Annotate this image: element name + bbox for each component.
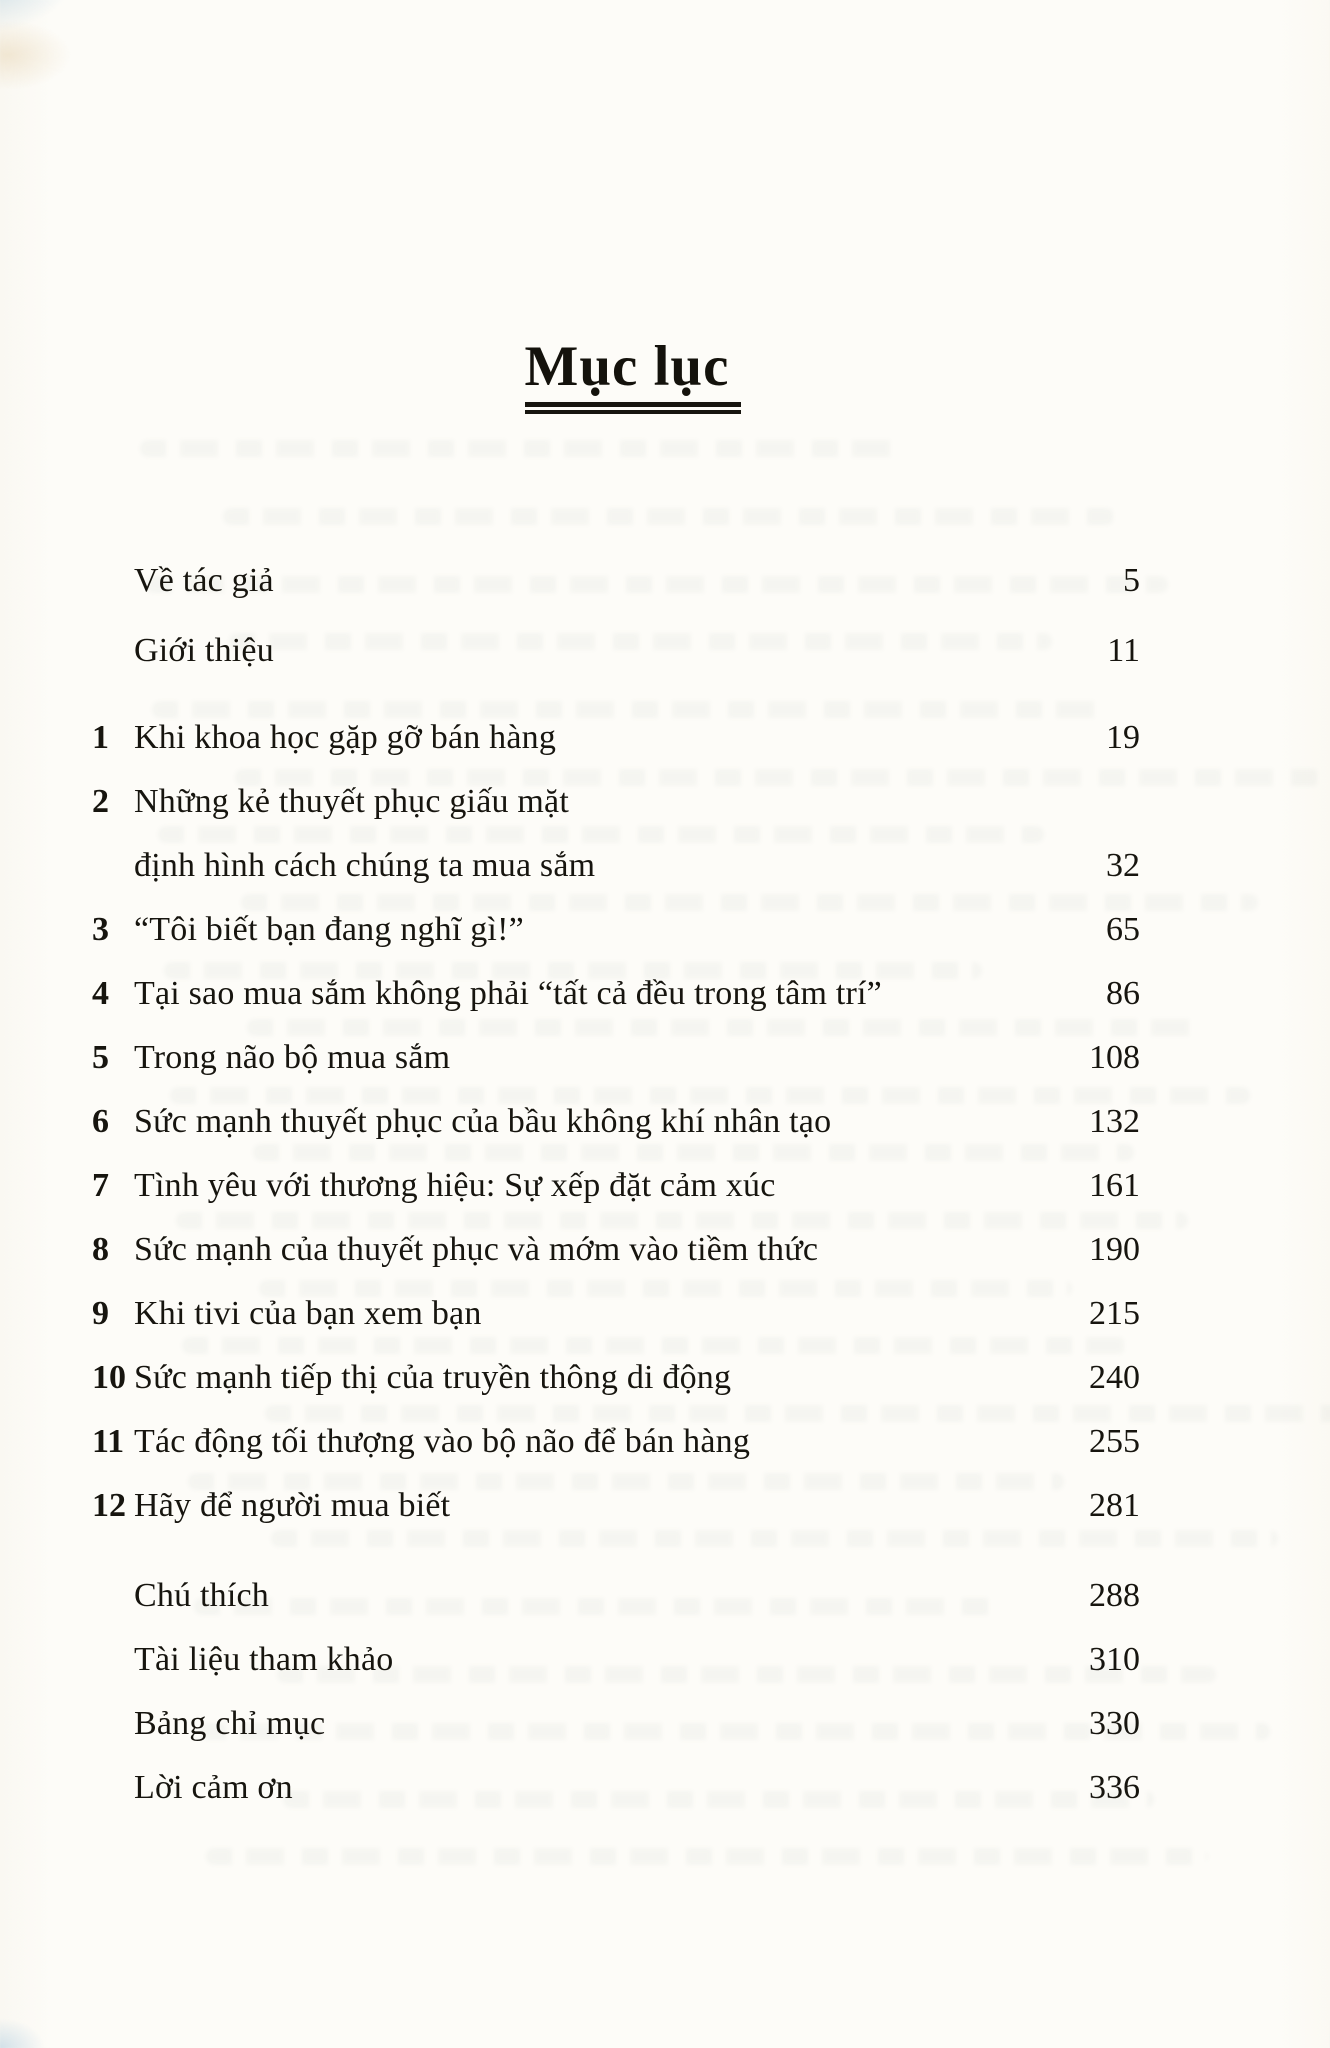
entry-page-number: 108 [1089,1039,1140,1076]
toc-entry [92,1346,1140,1410]
entry-title: Tại sao mua sắm không phải “tất cả đều trong tâm trí” [134,975,882,1012]
page-title-block [524,335,730,414]
entry-title: Giới thiệu [134,632,274,669]
toc-back-matter [92,1564,1140,1820]
entry-title: Lời cảm ơn [134,1769,293,1806]
toc-entry [92,1090,1140,1154]
entry-title: Chú thích [134,1577,269,1614]
toc-entry [92,1628,1140,1692]
toc-entry [92,962,1140,1026]
entry-title: Sức mạnh tiếp thị của truyền thông di động [134,1359,732,1396]
toc-entry [92,1218,1140,1282]
toc-entry [92,616,1140,686]
toc-entry [92,1756,1140,1820]
entry-page-number: 255 [1089,1423,1140,1460]
page-title: Mục lục [524,335,730,398]
chapter-number: 9 [92,1295,109,1332]
toc-entry [92,1564,1140,1628]
entry-page-number: 190 [1089,1231,1140,1268]
toc-front-matter [92,546,1140,686]
entry-page-number: 281 [1089,1487,1140,1524]
entry-page-number: 161 [1089,1167,1140,1204]
entry-page-number: 215 [1089,1295,1140,1332]
toc-entry [92,1282,1140,1346]
entry-page-number: 11 [1107,632,1140,669]
chapter-number: 2 [92,783,109,820]
entry-title: Tài liệu tham khảo [134,1641,394,1678]
entry-title: Khi khoa học gặp gỡ bán hàng [134,719,557,756]
toc-entry [92,706,1140,770]
chapter-number: 4 [92,975,109,1012]
toc-entry [92,1026,1140,1090]
chapter-number: 3 [92,911,109,948]
entry-page-number: 19 [1106,719,1140,756]
chapter-number: 1 [92,719,109,756]
entry-page-number: 5 [1123,562,1140,599]
entry-page-number: 132 [1089,1103,1140,1140]
toc-entry [92,1692,1140,1756]
title-double-underline [525,402,742,414]
entry-page-number: 65 [1106,911,1140,948]
toc-entry [92,770,1140,898]
toc-entry [92,1474,1140,1538]
toc-entry [92,1154,1140,1218]
entry-title: Khi tivi của bạn xem bạn [134,1295,482,1332]
entry-title: Trong não bộ mua sắm [134,1039,451,1076]
toc-entry [92,1410,1140,1474]
chapter-number: 11 [92,1423,125,1460]
toc-entry [92,898,1140,962]
entry-title: “Tôi biết bạn đang nghĩ gì!” [134,911,524,948]
entry-title: Sức mạnh thuyết phục của bầu không khí nhân tạo [134,1103,832,1140]
entry-page-number: 240 [1089,1359,1140,1396]
entry-title: Sức mạnh của thuyết phục và mớm vào tiềm thức [134,1231,819,1268]
entry-title: Bảng chỉ mục [134,1705,326,1742]
toc-chapter-list [92,706,1140,1538]
entry-page-number: 336 [1089,1769,1140,1806]
chapter-number: 5 [92,1039,109,1076]
entry-page-number: 86 [1106,975,1140,1012]
chapter-number: 10 [92,1359,126,1396]
entry-title: Tác động tối thượng vào bộ não để bán hàng [134,1423,751,1460]
chapter-number: 12 [92,1487,126,1524]
entry-title: Hãy để người mua biết [134,1487,451,1524]
toc-entry [92,546,1140,616]
chapter-number: 6 [92,1103,109,1140]
entry-page-number: 32 [1106,847,1140,884]
chapter-number: 7 [92,1167,109,1204]
entry-page-number: 330 [1089,1705,1140,1742]
entry-title: Tình yêu với thương hiệu: Sự xếp đặt cảm xúc [134,1167,776,1204]
page-content [0,335,1330,1820]
entry-page-number: 310 [1089,1641,1140,1678]
entry-title: Về tác giả [134,562,274,599]
bleedthrough-line [206,1848,1208,1865]
entry-title: Những kẻ thuyết phục giấu mặt định hình cách chúng ta mua sắm [134,783,596,884]
table-of-contents [0,546,1330,1820]
chapter-number: 8 [92,1231,109,1268]
entry-page-number: 288 [1089,1577,1140,1614]
